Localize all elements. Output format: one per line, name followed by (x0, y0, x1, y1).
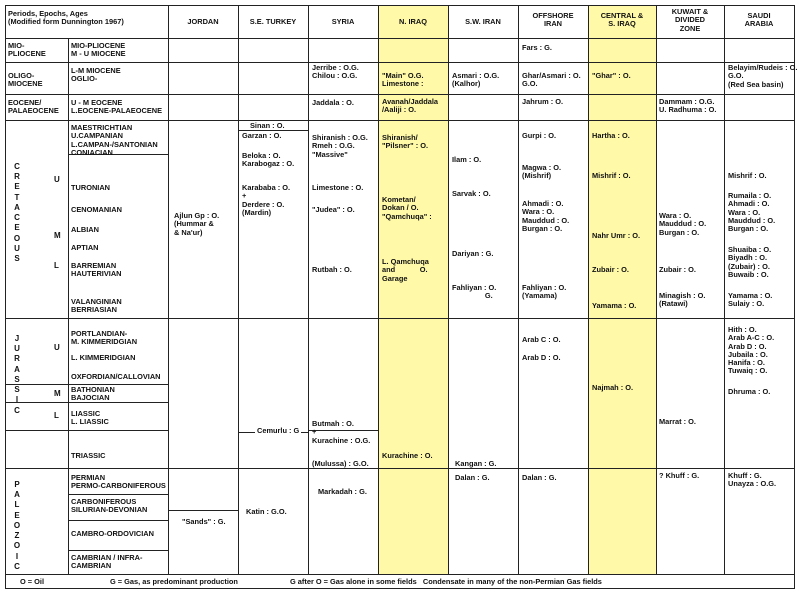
header-saudi: SAUDI ARABIA (744, 11, 774, 29)
syria-judea: "Judea" : O. (312, 205, 355, 214)
divider-saudi (724, 5, 725, 575)
epoch-permian: PERMIAN PERMO-CARBONIFEROUS (71, 473, 166, 491)
offshore-fahliyan: Fahliyan : O. (Yamama) (522, 283, 567, 301)
row-line-jurassic (5, 468, 795, 469)
epoch-portlandian: PORTLANDIAN- M. KIMMERIDGIAN (71, 329, 138, 347)
saudi-belayim: Belayim/Rudeis : O. G.O. (Red Sea basin) (728, 63, 798, 89)
row-line-cretaceous (5, 318, 795, 319)
niraq-avanah: Avanah/Jaddala /Aaliji : O. (382, 97, 438, 115)
saudi-mishrif: Mishrif : O. (728, 171, 767, 180)
border-top (5, 5, 795, 6)
syria-markadah: Markadah : G. (318, 487, 367, 496)
epoch-carboniferous: CARBONIFEROUS SILURIAN-DEVONIAN (71, 497, 148, 515)
jordan-ajlun: Ajlun Gp : O. (Hummar & & Na'ur) (174, 211, 220, 237)
epoch-aptian: APTIAN (71, 243, 99, 252)
header-sw-iran: S.W. IRAN (465, 17, 501, 26)
swiran-kangan: Kangan : G. (455, 459, 497, 468)
header-central-s-iraq: CENTRAL & S. IRAQ (600, 11, 644, 29)
niraq-kometan: Kometan/ Dokan / O. "Qamchuqa" : (382, 195, 432, 221)
epoch-l-kimmeridgian: L. KIMMERIDGIAN (71, 353, 136, 362)
n-iraq-highlight (378, 5, 448, 575)
kuwait-zubair: Zubair : O. (659, 265, 696, 274)
epoch-line (68, 520, 168, 521)
epoch-oligo-miocene: L-M MIOCENE OGLIO- (71, 66, 121, 84)
kuwait-marrat: Marrat : O. (659, 417, 696, 426)
period-cretaceous: C R E T A C E O U S (13, 162, 21, 264)
period-eocene: EOCENE/ PALAEOCENE (8, 98, 59, 116)
divider-syria (308, 5, 309, 575)
saudi-shuaiba: Shuaiba : O. Biyadh : O. (Zubair) : O. Buwaib : O. (728, 245, 772, 279)
syria-limestone: Limestone : O. (312, 183, 364, 192)
epoch-cenomanian: CENOMANIAN (71, 205, 122, 214)
offshore-arab-d: Arab D : O. (522, 353, 561, 362)
niraq-kurachine: Kurachine : O. (382, 451, 433, 460)
saudi-rumaila: Rumaila : O. Ahmadi : O. Wara : O. Mauddud : O. Burgan : O. (728, 191, 776, 234)
epoch-cambrian: CAMBRIAN / INFRA- CAMBRIAN (71, 553, 143, 571)
epoch-valanginian: VALANGINIAN BERRIASIAN (71, 297, 122, 315)
turkey-sinan: Sinan : O. (250, 121, 285, 130)
swiran-fahliyan: Fahliyan : O. G. (452, 283, 497, 301)
niraq-shiranish: Shiranish/ "Pilsner" : O. (382, 133, 429, 151)
central-ghar: "Ghar" : O. (592, 71, 631, 80)
syria-jeribe: Jerribe : O.G. Chilou : O.G. (312, 63, 359, 81)
row-line-oligo (5, 94, 795, 95)
saudi-dhruma: Dhruma : O. (728, 387, 771, 396)
central-najmah: Najmah : O. (592, 383, 634, 392)
period-jurassic: J U R A S S I C (14, 334, 20, 415)
header-offshore-iran: OFFSHORE IRAN (532, 11, 574, 29)
divider-turkey (238, 5, 239, 575)
central-zubair: Zubair : O. (592, 265, 629, 274)
syria-jaddala: Jaddala : O. (312, 98, 354, 107)
swiran-asmari: Asmari : O.G. (Kalhor) (452, 71, 500, 89)
syria-mulussa: (Mulussa) : G.O. (312, 459, 369, 468)
offshore-fars: Fars : G. (522, 43, 552, 52)
jurassic-u: U (54, 343, 60, 352)
swiran-dalan: Dalan : G. (455, 473, 490, 482)
central-s-iraq-highlight (588, 5, 656, 575)
jordan-sands: "Sands" : G. (182, 517, 226, 526)
saudi-hith: Hith : O. Arab A-C : O. Arab D : O. Jubaila : O. Hanifa : O. Tuwaiq : O. (728, 325, 775, 376)
offshore-jahrum: Jahrum : O. (522, 97, 564, 106)
jurassic-l: L (54, 411, 59, 420)
turkey-garzan: Garzan : O. (242, 131, 282, 140)
border-left (5, 5, 6, 589)
epoch-line (68, 550, 168, 551)
epoch-albian: ALBIAN (71, 225, 99, 234)
epoch-eocene: U - M EOCENE L.EOCENE-PALAEOCENE (71, 98, 163, 116)
divider-offshore (518, 5, 519, 575)
offshore-ghar: Ghar/Asmari : O. G.O. (522, 71, 581, 89)
period-paleozoic: P A L E O Z O I C (13, 480, 21, 571)
cretaceous-u: U (54, 175, 60, 184)
epoch-line (68, 494, 168, 495)
kuwait-wara: Wara : O. Mauddud : O. Burgan : O. (659, 211, 707, 237)
niraq-qamchuqa: L. Qamchuqa and O. Garage (382, 257, 429, 283)
jurassic-m: M (54, 389, 61, 398)
header-syria: SYRIA (331, 17, 355, 26)
border-right (794, 5, 795, 589)
divider-central (588, 5, 589, 575)
swiran-sarvak: Sarvak : O. (452, 189, 491, 198)
epoch-line (5, 430, 168, 431)
syria-rutbah: Rutbah : O. (312, 265, 352, 274)
border-bottom (5, 588, 795, 589)
offshore-dalan: Dalan : G. (522, 473, 557, 482)
header-kuwait: KUWAIT & DIVIDED ZONE (671, 7, 709, 33)
turkey-karababa: Karababa : O. + Derdere : O. (Mardin) (242, 183, 291, 217)
central-mishrif: Mishrif : O. (592, 171, 631, 180)
syria-shiranish: Shiranish : O.G. Rmeh : O.G. "Massive" (312, 133, 368, 159)
divider-niraq (378, 5, 379, 575)
swiran-dariyan: Dariyan : G. (452, 249, 494, 258)
epoch-triassic: TRIASSIC (71, 451, 106, 460)
offshore-ahmadi: Ahmadi : O. Wara : O. Mauddud : O. Burgan : O. (522, 199, 570, 233)
epoch-mio-pliocene: MIO-PLIOCENE M - U MIOCENE (71, 41, 126, 59)
central-yamama: Yamama : O. (592, 301, 637, 310)
epoch-oxfordian: OXFORDIAN/CALLOVIAN (71, 372, 161, 381)
offshore-mishrif: Magwa : O. (Mishrif) (522, 163, 562, 181)
period-oligo-miocene: OLIGO- MIOCENE (8, 71, 43, 89)
row-line-legend (5, 574, 795, 575)
turkey-katin: Katin : G.O. (246, 507, 287, 516)
kuwait-khuff: ? Khuff : G. (659, 471, 700, 480)
cretaceous-l: L (54, 261, 59, 270)
header-se-turkey: S.E. TURKEY (249, 17, 297, 26)
swiran-ilam: Ilam : O. (452, 155, 482, 164)
syria-butmah: Butmah : O. + Kurachine : O.G. (312, 419, 371, 445)
divider-swiran (448, 5, 449, 575)
divider-jordan (168, 5, 169, 575)
separator (168, 510, 238, 511)
epoch-maastrichtian: MAESTRICHTIAN U.CAMPANIAN L.CAMPAN-/SANTONIAN CONIACIAN (71, 123, 158, 157)
cretaceous-m: M (54, 231, 61, 240)
legend-oil: O = Oil (20, 577, 45, 586)
divider-kuwait (656, 5, 657, 575)
header-periods: Periods, Epochs, Ages (Modified form Dunnington 1967) (8, 9, 124, 27)
epoch-liassic: LIASSIC L. LIASSIC (71, 409, 109, 427)
turkey-beloka: Beloka : O. Karabogaz : O. (242, 151, 295, 169)
saudi-yamama: Yamama : O. Sulaiy : O. (728, 291, 773, 309)
row-line-mio (5, 62, 795, 63)
central-nahr-umr: Nahr Umr : O. (592, 231, 641, 240)
header-jordan: JORDAN (187, 17, 219, 26)
turkey-cemurlu: Cemurlu : G (257, 426, 300, 435)
offshore-gurpi: Gurpi : O. (522, 131, 557, 140)
row-line-eocene (5, 120, 795, 121)
saudi-khuff: Khuff : G. Unayza : O.G. (728, 471, 777, 489)
epoch-cambro-ordovician: CAMBRO-ORDOVICIAN (71, 529, 154, 538)
niraq-main: "Main" O.G. Limestone : (382, 71, 424, 89)
epoch-bathonian: BATHONIAN BAJOCIAN (71, 385, 115, 403)
header-n-iraq: N. IRAQ (399, 17, 427, 26)
kuwait-minagish: Minagish : O. (Ratawi) (659, 291, 706, 309)
period-mio-pliocene: MIO- PLIOCENE (8, 41, 46, 59)
row-line-header (5, 38, 795, 39)
epoch-barremian: BARREMIAN HAUTERIVIAN (71, 261, 122, 279)
central-hartha: Hartha : O. (592, 131, 630, 140)
offshore-arab-c: Arab C : O. (522, 335, 561, 344)
legend-g-after-o: G after O = Gas alone in some fields Condensate in many of the non-Permian Gas fields (290, 577, 602, 586)
legend-gas: G = Gas, as predominant production (110, 577, 238, 586)
epoch-turonian: TURONIAN (71, 183, 111, 192)
kuwait-dammam: Dammam : O.G. U. Radhuma : O. (659, 97, 717, 115)
